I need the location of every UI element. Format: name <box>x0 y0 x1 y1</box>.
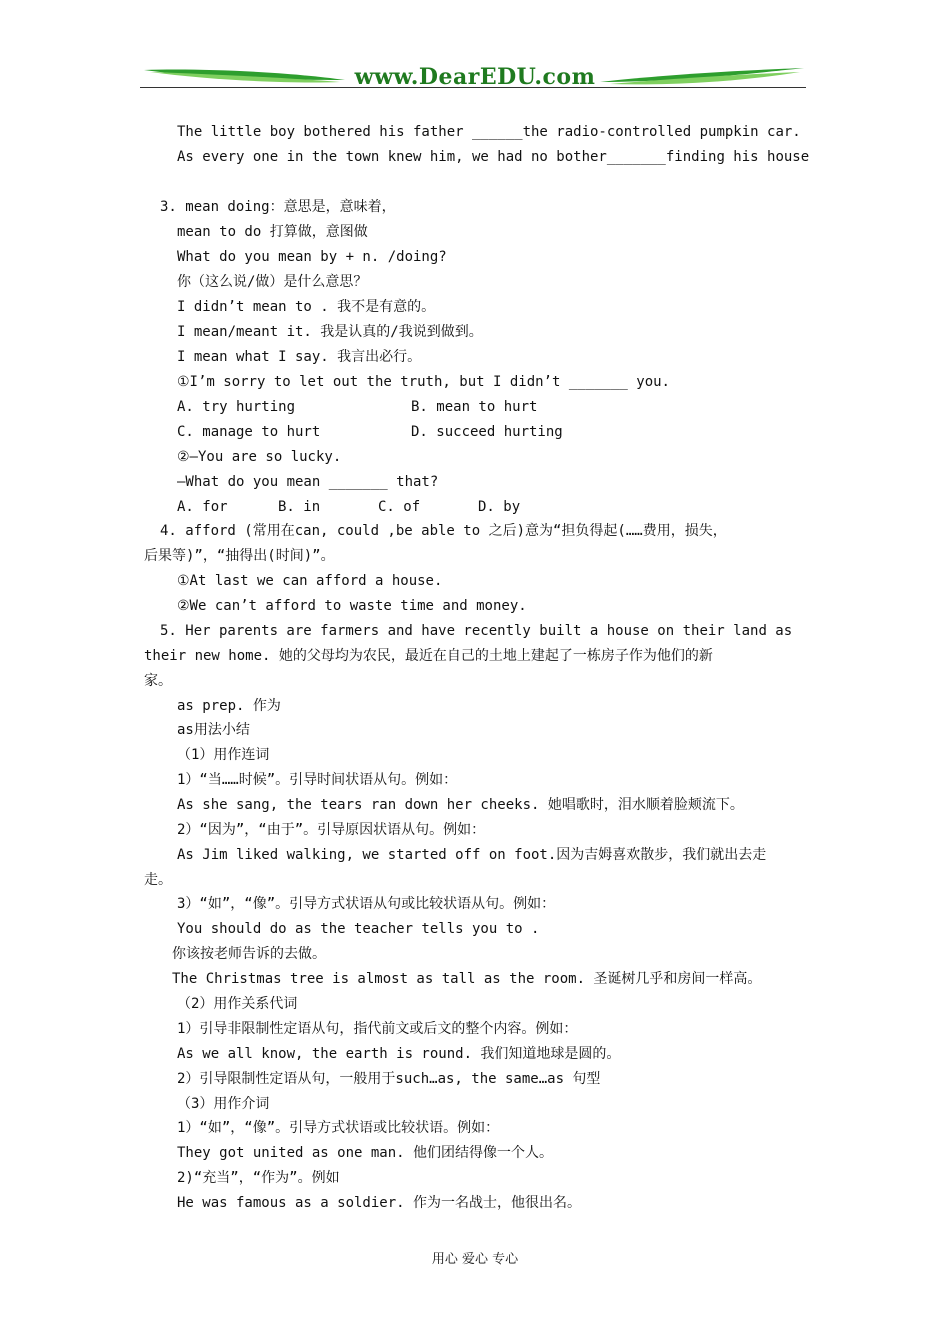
text-line: ①I’m sorry to let out the truth, but I didn’t _______ you. <box>177 374 670 390</box>
text-line: He was famous as a soldier. 作为一名战士，他很出名。 <box>177 1195 582 1211</box>
text-line: their new home. 她的父母均为农民，最近在自己的土地上建起了一栋房子作为他们的新 <box>144 648 713 664</box>
text-line: They got united as one man. 他们团结得像一个人。 <box>177 1145 554 1161</box>
text-line: 后果等)”，“抽得出(时间)”。 <box>144 548 335 564</box>
text-line: as用法小结 <box>177 722 250 738</box>
text-line: 3. mean doing：意思是，意味着， <box>160 199 396 215</box>
text-line: A. try hurting <box>177 399 296 415</box>
text-line: D. by <box>478 499 521 515</box>
text-line: As she sang, the tears ran down her cheeks. 她唱歌时，泪水顺着脸颊流下。 <box>177 797 744 813</box>
text-line: 家。 <box>144 673 172 689</box>
text-line: —What do you mean _______ that? <box>177 474 439 490</box>
text-line: 5. Her parents are farmers and have recently built a house on their land as <box>160 623 793 639</box>
text-line: 走。 <box>144 872 172 888</box>
header-rule <box>140 87 806 88</box>
site-logo[interactable]: www.DearEDU.com <box>354 64 596 90</box>
page-header <box>140 60 810 96</box>
text-line: The little boy bothered his father ______the radio-controlled pumpkin car. <box>177 124 801 140</box>
text-line: B. in <box>278 499 321 515</box>
text-line: 你该按老师告诉的去做。 <box>172 946 326 962</box>
text-line: D. succeed hurting <box>411 424 563 440</box>
text-line: 3）“如”，“像”。引导方式状语从句或比较状语从句。例如： <box>177 896 556 912</box>
text-line: As we all know, the earth is round. 我们知道地球是圆的。 <box>177 1046 621 1062</box>
text-line: ②We can’t afford to waste time and money. <box>177 598 527 614</box>
text-line: I mean/meant it. 我是认真的/我说到做到。 <box>177 324 483 340</box>
text-line: mean to do 打算做，意图做 <box>177 224 368 240</box>
text-line: I mean what I say. 我言出必行。 <box>177 349 422 365</box>
text-line: C. of <box>378 499 421 515</box>
text-line: You should do as the teacher tells you to . <box>177 921 540 937</box>
text-line: B. mean to hurt <box>411 399 538 415</box>
text-line: 4. afford (常用在can, could ,be able to 之后)意为“担负得起(……费用，损失， <box>160 523 727 539</box>
text-line: （1）用作连词 <box>177 747 270 763</box>
text-line: I didn’t mean to . 我不是有意的。 <box>177 299 436 315</box>
text-line: as prep. 作为 <box>177 698 281 714</box>
page-footer: 用心 爱心 专心 <box>431 1252 519 1267</box>
text-line: What do you mean by + n. /doing? <box>177 249 447 265</box>
text-line: C. manage to hurt <box>177 424 321 440</box>
text-line: As Jim liked walking, we started off on foot.因为吉姆喜欢散步，我们就出去走 <box>177 847 767 863</box>
text-line: ②—You are so lucky. <box>177 449 342 465</box>
text-line: （2）用作关系代词 <box>177 996 298 1012</box>
text-line: The Christmas tree is almost as tall as the room. 圣诞树几乎和房间一样高。 <box>172 971 762 987</box>
text-line: 2)“充当”，“作为”。例如 <box>177 1170 340 1186</box>
text-line: ①At last we can afford a house. <box>177 573 443 589</box>
text-line: As every one in the town knew him, we had no bother_______finding his house <box>177 149 810 165</box>
text-line: 你（这么说/做）是什么意思？ <box>177 274 368 290</box>
text-line: 2）“因为”，“由于”。引导原因状语从句。例如： <box>177 822 486 838</box>
text-line: （3）用作介词 <box>177 1096 270 1112</box>
text-line: 1）“如”，“像”。引导方式状语或比较状语。例如： <box>177 1120 500 1136</box>
text-line: 1）引导非限制性定语从句，指代前文或后文的整个内容。例如： <box>177 1021 578 1037</box>
text-line: 1）“当……时候”。引导时间状语从句。例如： <box>177 772 458 788</box>
text-line: 2）引导限制性定语从句，一般用于such…as, the same…as 句型 <box>177 1071 601 1087</box>
text-line: A. for <box>177 499 228 515</box>
